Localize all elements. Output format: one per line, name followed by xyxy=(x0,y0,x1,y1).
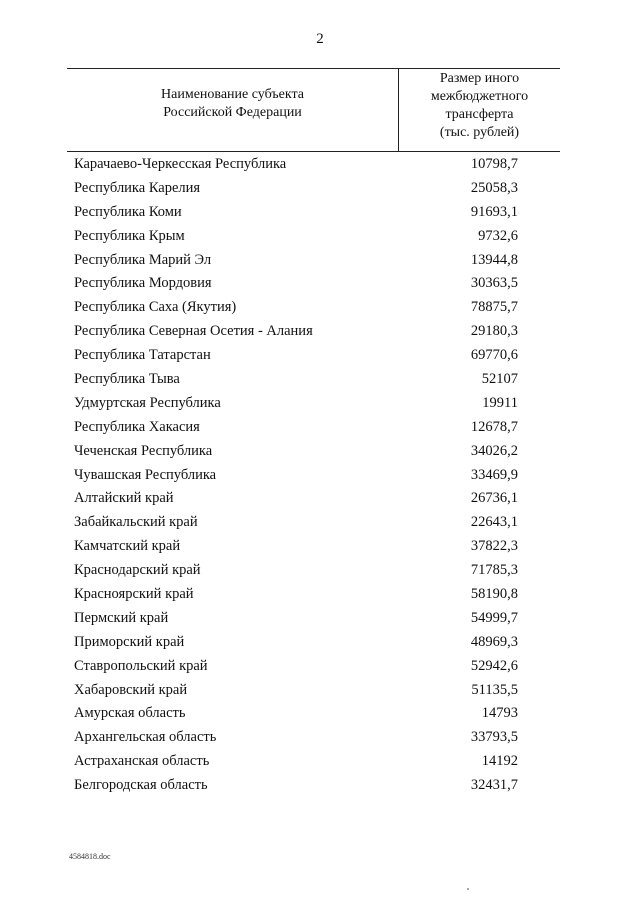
table-row xyxy=(74,559,560,583)
table-row xyxy=(74,368,560,392)
document-filename: 4584818.doc xyxy=(69,852,111,861)
subject-name: Республика Мордовия xyxy=(74,275,212,292)
subject-name: Удмуртская Республика xyxy=(74,394,221,411)
transfer-amount: 51135,5 xyxy=(471,681,518,698)
table-row xyxy=(74,416,560,440)
table-header xyxy=(67,68,560,152)
table-row xyxy=(74,487,560,511)
transfer-amount: 26736,1 xyxy=(470,490,518,507)
table-row xyxy=(74,631,560,655)
transfer-amount: 91693,1 xyxy=(470,203,518,220)
header-subject-line-2: Российской Федерации xyxy=(163,105,302,120)
transfer-amount: 71785,3 xyxy=(470,562,518,579)
table-row xyxy=(74,201,560,225)
table-body xyxy=(74,153,560,798)
transfer-amount: 9732,6 xyxy=(478,227,518,244)
subject-name: Республика Татарстан xyxy=(74,347,211,364)
transfer-amount: 32431,7 xyxy=(470,777,518,794)
table-row xyxy=(74,535,560,559)
transfer-amount: 78875,7 xyxy=(470,299,518,316)
transfer-amount: 30363,5 xyxy=(470,275,518,292)
subject-name: Забайкальский край xyxy=(74,514,198,531)
table-row xyxy=(74,440,560,464)
table-row xyxy=(74,177,560,201)
table-row xyxy=(74,320,560,344)
page-number: 2 xyxy=(316,31,324,47)
table-row xyxy=(74,702,560,726)
table-row xyxy=(74,296,560,320)
scan-speck xyxy=(467,888,469,890)
table-row xyxy=(74,153,560,177)
header-amount-line-3: трансферта xyxy=(445,107,514,122)
table-row xyxy=(74,511,560,535)
transfer-amount: 12678,7 xyxy=(470,418,518,435)
header-subject-name xyxy=(67,86,398,122)
transfer-amount: 52942,6 xyxy=(470,657,518,674)
header-amount-line-2: межбюджетного xyxy=(430,89,529,104)
subject-name: Пермский край xyxy=(74,609,169,626)
subject-name: Республика Крым xyxy=(74,227,185,244)
subject-name: Республика Саха (Якутия) xyxy=(74,299,237,316)
transfer-amount: 58190,8 xyxy=(470,586,518,603)
subject-name: Карачаево-Черкесская Республика xyxy=(74,156,287,172)
subject-name: Республика Хакасия xyxy=(74,418,200,435)
header-amount-line-1: Размер иного xyxy=(439,71,520,86)
transfer-amount: 37822,3 xyxy=(470,538,518,555)
subject-name: Приморский край xyxy=(74,633,185,650)
subject-name: Амурская область xyxy=(74,705,186,722)
transfer-amount: 14192 xyxy=(481,753,518,770)
transfer-amount: 52107 xyxy=(481,371,518,388)
transfer-amount: 33793,5 xyxy=(470,729,518,746)
subject-name: Республика Коми xyxy=(74,203,182,220)
transfer-amount: 33469,9 xyxy=(470,466,518,483)
table-row xyxy=(74,750,560,774)
subject-name: Чувашская Республика xyxy=(74,466,217,483)
table-row xyxy=(74,583,560,607)
transfer-amount: 25058,3 xyxy=(470,179,518,196)
subject-name: Архангельская область xyxy=(74,729,217,746)
transfer-amount: 69770,6 xyxy=(470,347,518,364)
subject-name: Краснодарский край xyxy=(74,562,201,579)
table-row xyxy=(74,392,560,416)
table-row xyxy=(74,607,560,631)
subject-name: Астраханская область xyxy=(74,753,210,770)
transfer-amount: 10798,7 xyxy=(470,156,518,172)
subject-name: Чеченская Республика xyxy=(74,442,213,459)
subject-name: Хабаровский край xyxy=(74,681,188,698)
table-row xyxy=(74,344,560,368)
table-row xyxy=(74,464,560,488)
subject-name: Республика Северная Осетия - Алания xyxy=(74,323,313,340)
subject-name: Республика Карелия xyxy=(74,179,201,196)
table-row xyxy=(74,249,560,273)
table-row xyxy=(74,272,560,296)
subject-name: Красноярский край xyxy=(74,586,194,603)
transfer-amount: 22643,1 xyxy=(470,514,518,531)
header-subject-line-1: Наименование субъекта xyxy=(161,87,304,102)
subject-name: Республика Тыва xyxy=(74,371,180,388)
transfer-amount: 34026,2 xyxy=(470,442,518,459)
transfer-amount: 29180,3 xyxy=(470,323,518,340)
table-row xyxy=(74,774,560,798)
transfer-amount: 54999,7 xyxy=(470,609,518,626)
subject-name: Ставропольский край xyxy=(74,657,208,674)
transfer-amount: 14793 xyxy=(481,705,518,722)
table-row xyxy=(74,225,560,249)
subject-name: Белгородская область xyxy=(74,777,208,794)
subject-name: Камчатский край xyxy=(74,538,181,555)
header-amount-line-4: (тыс. рублей) xyxy=(439,125,520,140)
transfer-amount: 19911 xyxy=(482,394,518,411)
transfer-amount: 48969,3 xyxy=(470,633,518,650)
header-transfer-amount xyxy=(399,70,560,142)
subject-name: Республика Марий Эл xyxy=(74,251,212,268)
subject-name: Алтайский край xyxy=(74,490,174,507)
table-row xyxy=(74,726,560,750)
table-row xyxy=(74,679,560,703)
transfer-amount: 13944,8 xyxy=(470,251,518,268)
table-row xyxy=(74,655,560,679)
